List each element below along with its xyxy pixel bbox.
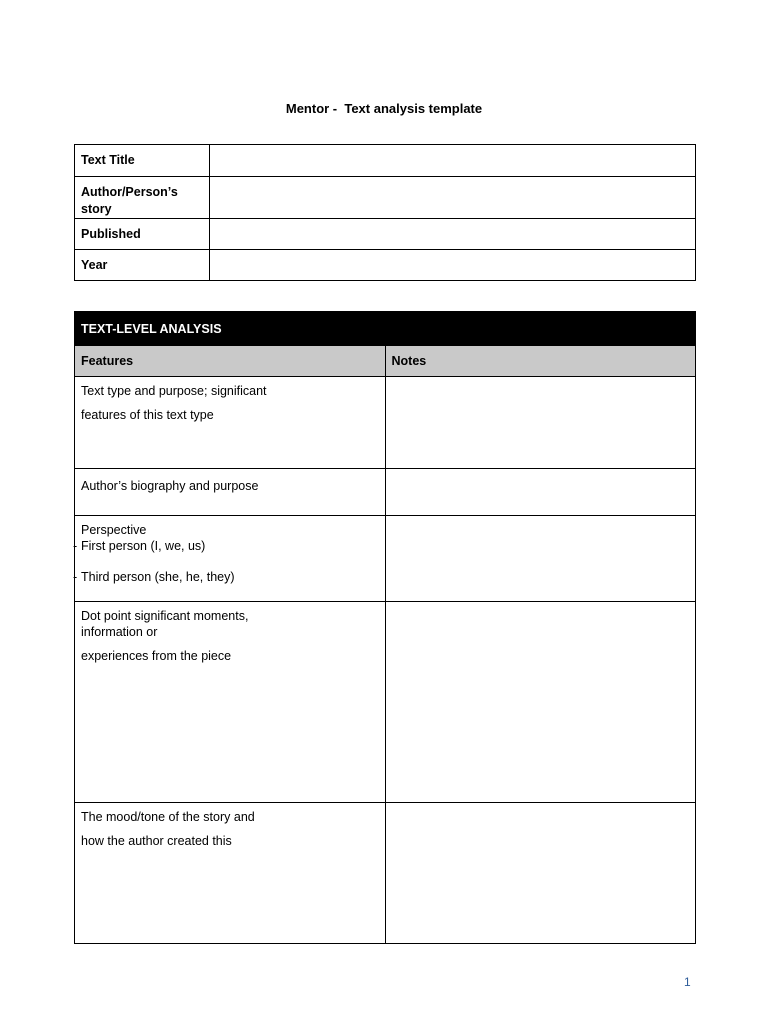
info-value-year[interactable] [210,250,696,281]
analysis-banner-row [75,312,696,346]
info-row-year [75,250,696,281]
info-label: Text Title [75,145,210,177]
info-row-author [75,177,696,219]
analysis-row-author-biography [75,469,696,516]
info-label: Year [75,250,210,281]
feature-bullet-text: First person (I, we, us) [81,539,206,553]
feature-text: Text type and purpose; significant [81,384,267,398]
analysis-row-text-type [75,377,696,469]
feature-text: Perspective [81,523,147,537]
analysis-row-perspective [75,516,696,602]
text-info-table [74,144,696,281]
analysis-column-header-row [75,346,696,377]
info-row-text-title [75,145,696,177]
feature-text: Dot point significant moments, [81,609,249,623]
page-title: Mentor - Text analysis template [285,101,483,116]
analysis-heading: TEXT-LEVEL ANALYSIS [75,312,696,346]
feature-text: experiences from the piece [81,649,232,663]
feature-text: The mood/tone of the story and [81,810,255,824]
feature-text: information or [81,625,158,639]
info-value-text-title[interactable] [210,145,696,177]
feature-text: features of this text type [81,408,214,422]
feature-cell [75,803,386,944]
notes-cell-author-biography[interactable] [385,469,696,516]
feature-cell [75,602,386,803]
info-value-author[interactable] [210,177,696,219]
info-label: Published [75,219,210,250]
analysis-row-significant-moments [75,602,696,803]
bullet-dash: - [73,539,78,553]
feature-bullet-text: Third person (she, he, they) [81,570,235,584]
analysis-row-mood-tone [75,803,696,944]
feature-bullet [73,569,379,585]
notes-cell-mood-tone[interactable] [385,803,696,944]
column-header-notes: Notes [385,346,696,377]
feature-text: Author’s biography and purpose [81,479,259,493]
info-label: Author/Person’s story [75,177,210,219]
feature-cell [75,377,386,469]
feature-cell [75,516,386,602]
column-header-features: Features [75,346,386,377]
feature-bullet [73,538,379,554]
notes-cell-perspective[interactable] [385,516,696,602]
text-level-analysis-table [74,311,696,944]
page-number: 1 [684,975,691,989]
notes-cell-text-type[interactable] [385,377,696,469]
feature-text: how the author created this [81,834,232,848]
info-row-published [75,219,696,250]
notes-cell-significant-moments[interactable] [385,602,696,803]
bullet-dash: - [73,570,78,584]
feature-cell [75,469,386,516]
info-value-published[interactable] [210,219,696,250]
